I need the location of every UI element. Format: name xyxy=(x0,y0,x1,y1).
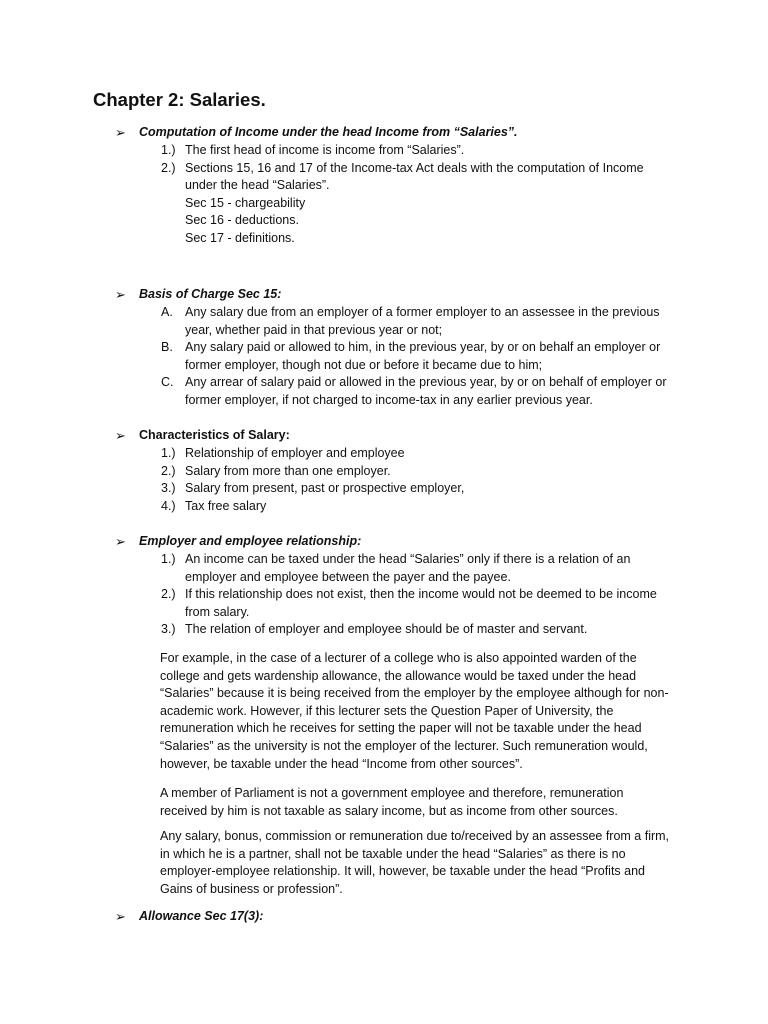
section-characteristics xyxy=(115,427,675,515)
section-heading xyxy=(115,124,675,142)
section-heading xyxy=(115,533,675,551)
item-text: The relation of employer and employee should be of master and servant. xyxy=(185,622,588,637)
section-ref: Sec 16 - deductions. xyxy=(185,213,299,228)
item-number: 2.) xyxy=(161,160,176,175)
item-text: Relationship of employer and employee xyxy=(185,446,405,460)
item-letter: B. xyxy=(161,340,173,355)
arrow-bullet-icon: ➢ xyxy=(115,909,126,924)
section-ref: Sec 15 - chargeability xyxy=(185,195,306,210)
list-item xyxy=(115,480,675,498)
chapter-title: Chapter 2: Salaries. xyxy=(93,89,266,110)
heading-text: Characteristics of Salary: xyxy=(139,428,290,442)
item-letter: A. xyxy=(161,305,173,319)
section-employer-employee xyxy=(115,533,675,639)
arrow-bullet-icon: ➢ xyxy=(115,428,126,443)
item-number: 4.) xyxy=(161,498,176,513)
section-computation xyxy=(115,124,675,248)
item-text: If this relationship does not exist, then the income would not be deemed to be income from salary. xyxy=(185,587,657,619)
item-text: An income can be taxed under the head “Salaries” only if there is a relation of an employer and employee between the payer and the payee. xyxy=(185,552,631,584)
item-number: 3.) xyxy=(161,481,176,496)
numbered-list xyxy=(115,551,675,639)
item-number: 2.) xyxy=(161,587,176,602)
paragraph-partner: Any salary, bonus, commission or remuneration due to/received by an assessee from a firm, in which he is a partner, shall not be taxable under the head “Salaries” as there is no employer-employee relationship. It will, however, be taxable under the head “Profits and Gains of business or profession”. xyxy=(160,829,670,896)
item-number: 3.) xyxy=(161,622,176,637)
list-item xyxy=(115,445,675,463)
item-text: Salary from present, past or prospective employer, xyxy=(185,481,465,496)
list-item xyxy=(115,304,675,339)
numbered-list xyxy=(115,445,675,515)
paragraph-parliament: A member of Parliament is not a government employee and therefore, remuneration received by him is not taxable as salary income, but as income from other sources. xyxy=(160,786,624,818)
item-text: Any arrear of salary paid or allowed in the previous year, by or on behalf of employer or former employer, if not charged to income-tax in any earlier previous year. xyxy=(185,375,667,407)
lettered-list xyxy=(115,304,675,410)
list-item xyxy=(115,374,675,409)
item-number: 1.) xyxy=(161,446,176,460)
heading-text: Basis of Charge Sec 15: xyxy=(139,287,282,301)
section-ref: Sec 17 - definitions. xyxy=(185,230,295,245)
item-text: Sections 15, 16 and 17 of the Income-tax Act deals with the computation of Income under the head “Salaries”. xyxy=(185,160,644,193)
arrow-bullet-icon: ➢ xyxy=(115,287,126,302)
heading-text: Employer and employee relationship: xyxy=(139,534,362,548)
paragraph-example: For example, in the case of a lecturer of a college who is also appointed warden of the college and gets wardenship allowance, the allowance would be taxed under the head “Salaries” because it is being received from the employer by the employee although for non-academic work. However, if this lecturer sets the Question Paper of University, the remuneration which he receives for setting the paper will not be taxable under the head “Salaries” as the university is not the employer of the lecturer. Such remuneration would, however, be taxable under the head “Income from other sources”. xyxy=(160,651,669,771)
section-heading xyxy=(115,908,675,926)
item-text: Tax free salary xyxy=(185,498,267,513)
section-heading xyxy=(115,427,675,445)
item-number: 1.) xyxy=(161,552,176,566)
list-item xyxy=(115,551,675,586)
item-text: Any salary due from an employer of a former employer to an assessee in the previous year, whether paid in that previous year or not; xyxy=(185,305,660,337)
list-item xyxy=(115,463,675,481)
item-letter: C. xyxy=(161,375,174,390)
list-item xyxy=(115,339,675,374)
heading-text: Allowance Sec 17(3): xyxy=(139,909,264,923)
arrow-bullet-icon: ➢ xyxy=(115,125,126,140)
list-item xyxy=(115,160,675,195)
item-number: 1.) xyxy=(161,143,176,157)
numbered-list xyxy=(115,142,675,195)
list-item xyxy=(115,142,675,160)
heading-text: Computation of Income under the head Income from “Salaries”. xyxy=(139,125,518,139)
item-number: 2.) xyxy=(161,463,176,478)
list-item xyxy=(115,586,675,621)
section-basis-of-charge xyxy=(115,286,675,410)
item-text: The first head of income is income from “Salaries”. xyxy=(185,143,465,157)
arrow-bullet-icon: ➢ xyxy=(115,534,126,549)
item-text: Salary from more than one employer. xyxy=(185,463,391,478)
section-allowance xyxy=(115,908,675,926)
list-item xyxy=(115,498,675,516)
item-text: Any salary paid or allowed to him, in the previous year, by or on behalf an employer or former employer, though not due or before it became due to him; xyxy=(185,340,661,372)
list-item xyxy=(115,621,675,639)
section-heading xyxy=(115,286,675,304)
